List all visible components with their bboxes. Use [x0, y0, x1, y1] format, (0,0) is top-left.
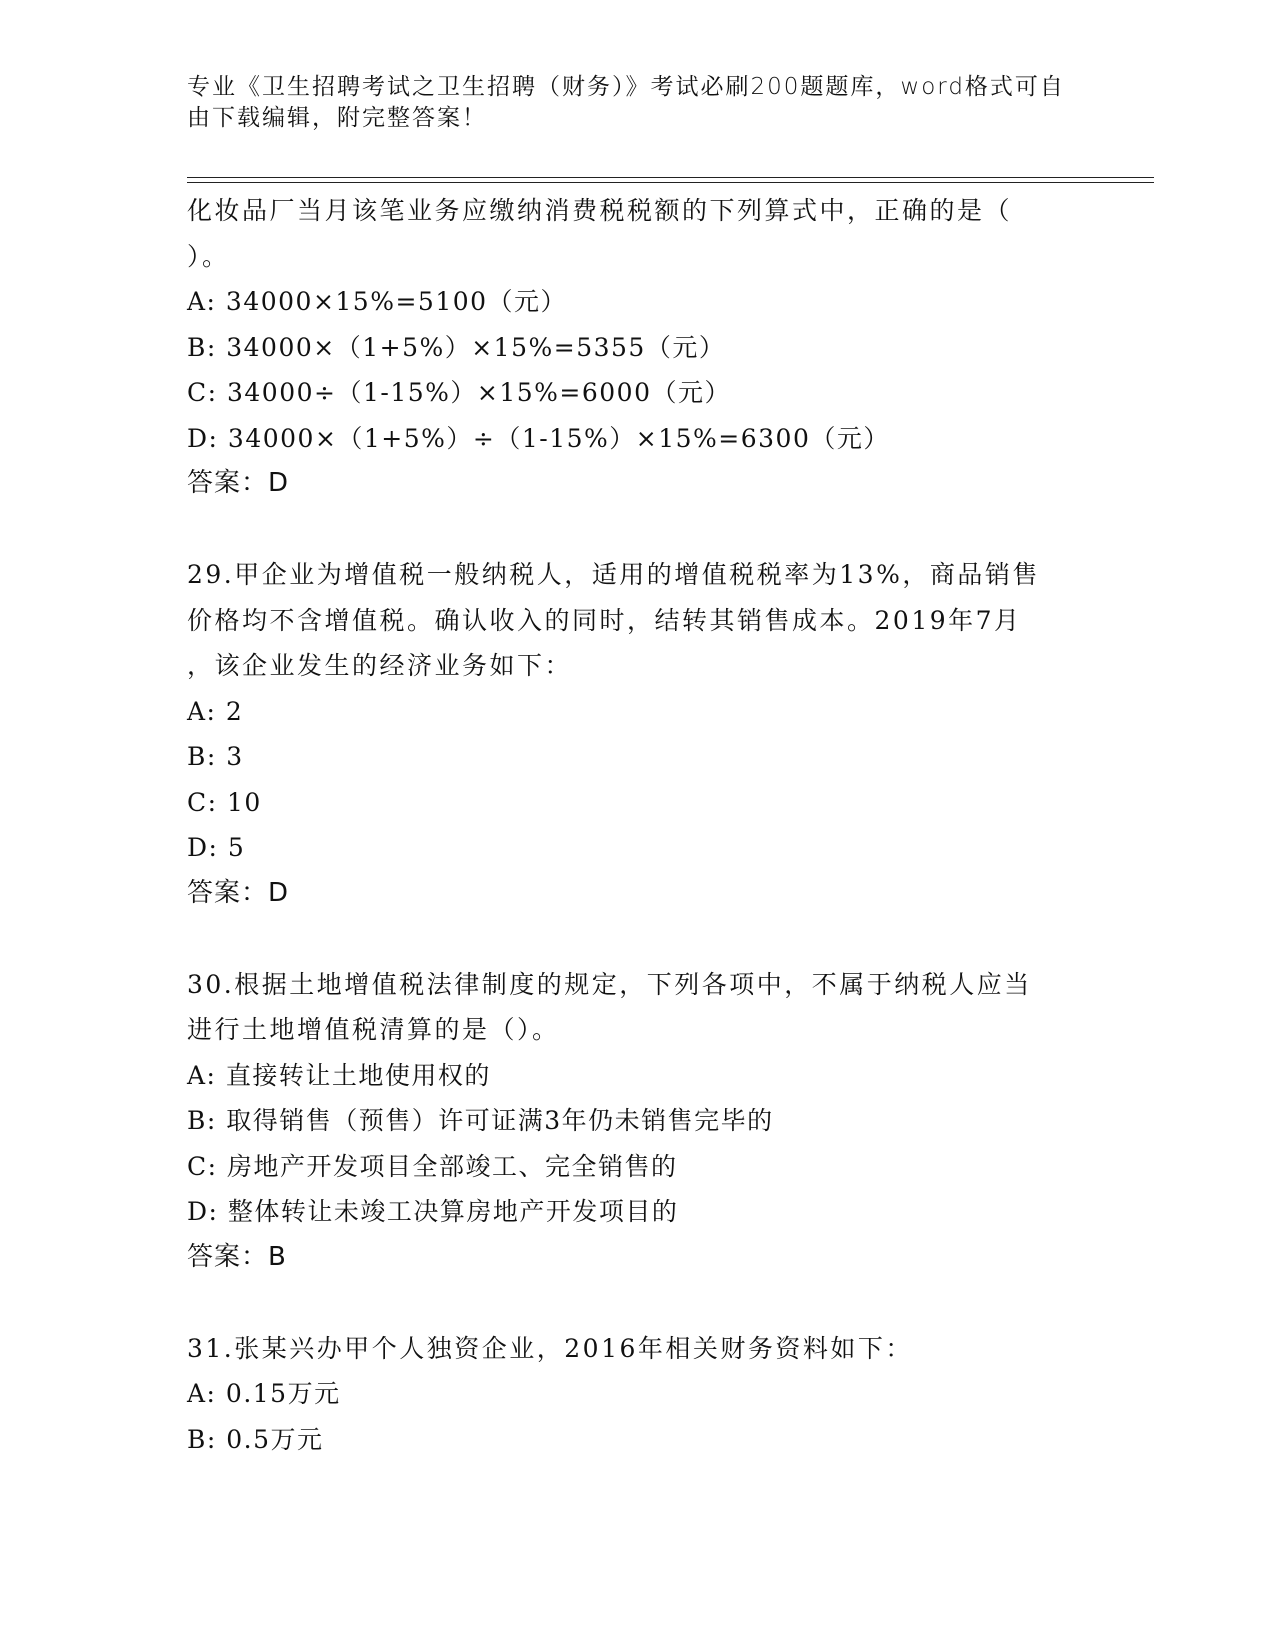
- answer: 答案：D: [187, 877, 290, 908]
- option-a: A: 0.15万元: [187, 1379, 341, 1408]
- document-header: [187, 72, 1087, 134]
- question-list: [187, 188, 1087, 1462]
- option-d: D: 整体转让未竣工决算房地产开发项目的: [187, 1197, 679, 1226]
- option-b: B: 34000×（1+5%）×15%=5355（元）: [187, 332, 726, 362]
- spacer: [187, 1280, 1087, 1326]
- question-stem-line: 31.张某兴办甲个人独资企业，2016年相关财务资料如下：: [187, 1333, 913, 1363]
- question-stem-line: 价格均不含增值税。确认收入的同时，结转其销售成本。2019年7月: [187, 605, 1022, 635]
- answer: 答案：B: [187, 1241, 287, 1272]
- question-stem-line: 化妆品厂当月该笔业务应缴纳消费税税额的下列算式中，正确的是（: [187, 196, 1013, 225]
- question-31: [187, 1326, 1087, 1463]
- spacer: [187, 507, 1087, 553]
- option-d: D: 34000×（1+5%）÷（1-15%）×15%=6300（元）: [187, 423, 890, 453]
- option-b: B: 取得销售（预售）许可证满3年仍未销售完毕的: [187, 1106, 774, 1135]
- header-line-2: 由下载编辑，附完整答案！: [187, 105, 487, 131]
- header-divider-top: [187, 177, 1154, 178]
- spacer: [187, 916, 1087, 962]
- option-a: A: 34000×15%=5100（元）: [187, 287, 568, 316]
- header-divider-bottom: [187, 182, 1154, 183]
- question-stem-line: 29.甲企业为增值税一般纳税人，适用的增值税税率为13%，商品销售: [187, 560, 1040, 589]
- question-29: [187, 552, 1087, 916]
- header-line-1: 专业《卫生招聘考试之卫生招聘（财务）》考试必刷200题题库，word格式可自: [187, 74, 1065, 100]
- question-30: [187, 962, 1087, 1281]
- option-c: C: 34000÷（1-15%）×15%=6000（元）: [187, 378, 731, 407]
- question-stem-line: 进行土地增值税清算的是（）。: [187, 1015, 560, 1044]
- option-d: D: 5: [187, 833, 246, 862]
- option-c: C: 10: [187, 787, 262, 817]
- option-a: A: 2: [187, 696, 244, 726]
- option-b: B: 0.5万元: [187, 1424, 324, 1454]
- answer: 答案：D: [187, 468, 290, 498]
- question-stem-line: ，该企业发生的经济业务如下：: [187, 651, 573, 680]
- question-stem-line: 30.根据土地增值税法律制度的规定，下列各项中，不属于纳税人应当: [187, 969, 1032, 999]
- option-c: C: 房地产开发项目全部竣工、完全销售的: [187, 1151, 678, 1181]
- question-28: [187, 188, 1087, 507]
- option-a: A: 直接转让土地使用权的: [187, 1060, 491, 1090]
- option-b: B: 3: [187, 742, 244, 771]
- question-stem-line: ）。: [187, 241, 230, 271]
